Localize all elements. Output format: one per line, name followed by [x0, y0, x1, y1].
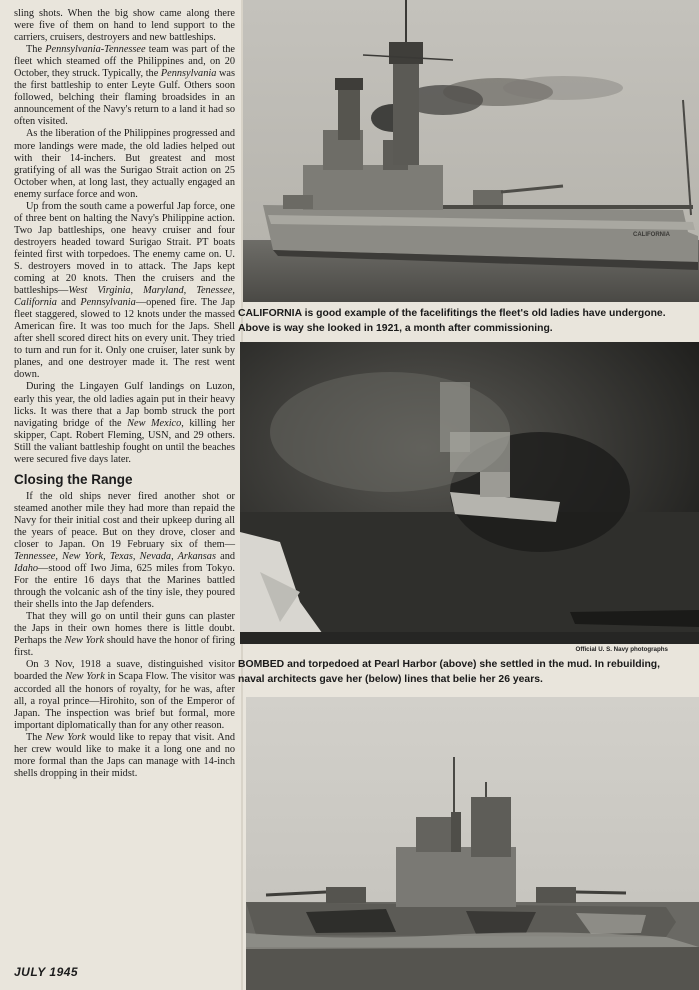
caption-california: CALIFORNIA is good example of the facelifitings the fleet's old ladies have undergone. Above is way she looked in 1921, a month after commissioning. [238, 308, 666, 334]
article-paragraph: As the liberation of the Philippines progressed and more landings were made, the old ladies helped out with their 14-inchers. But greatest and most gratifying of all was the Surigao Strait action on 25 October when, at long last, they actually engaged an enemy surface force and won. [14, 128, 235, 200]
article-paragraph: sling shots. When the big show came along there were five of them on hand to lend support to the carriers, cruisers, destroyers and new battleships. [14, 8, 235, 44]
article-paragraph: On 3 Nov, 1918 a suave, distinguished visitor boarded the New York in Scapa Flow. The visitor was accorded all the honors of royalty, for he was, after all, a royal prince—Hirohito, son of the Emperor of Japan. The inspection was brief but formal, more important diplomatically than for any other reason. [14, 659, 235, 731]
article-paragraph: If the old ships never fired another shot or steamed another mile they had more than repaid the Navy for their initial cost and their upkeep during all the years of peace. But on they drove, closer and closer to Japan. On 19 February six of them—Tennessee, New York, Texas, Nevada, Arkansas and Idaho—stood off Iwo Jima, 625 miles from Tokyo. For the entire 16 days that the Marines battled through the volcanic ash of the tiny isle, they poured their shells into the Jap defenders. [14, 490, 235, 611]
page-folio: JULY 1945 [14, 965, 79, 979]
article-paragraph: During the Lingayen Gulf landings on Luzon, early this year, the old ladies again put in their heavy licks. It was there that a Jap bomb struck the port navigating bridge of the New Mexico, killing her skipper, Capt. Robert Fleming, USN, and 29 others. Still the valiant battleship fought on until the beaches were secured five days later. [14, 381, 235, 465]
article-paragraph: The New York would like to repay that visit. And her crew would like to make it a long one and no more formal than the Japs can manage with 14-inch shells dropping in their midst. [14, 731, 235, 779]
article-paragraph: That they will go on until their guns can plaster the Japs in their own homes there is little doubt. Perhaps the New York should have the honor of firing first. [14, 611, 236, 659]
article-column [14, 8, 235, 983]
pearl-harbor-photo [240, 342, 699, 644]
california-1921-photo [243, 0, 699, 302]
article-paragraph: The Pennsylvania-Tennessee team was part of the fleet which steamed off the Philippines and, on 20 October, they struck. Typically, the Pennsylvania was the first battleship to enter Leyte Gulf. Others soon followed, belching their flaming broadsides in an announcement of the Navy's return to a land it had so often visited. [14, 44, 235, 128]
rebuilt-ship-photo [246, 697, 699, 990]
photo-credit: Official U. S. Navy photographs [575, 646, 668, 653]
article-paragraph: Up from the south came a powerful Jap force, one of three bent on halting the Navy's Philippine action. Two Jap battleships, one heavy cruiser and four destroyers headed toward Surigao Strait. PT boats feinted first with torpedoes. The enemy came on. U. S. destroyers moved in to attack. The Japs kept coming at 20 knots. Then the cruisers and the battleships—West Virginia, Maryland, Tenessee, California and Pennsylvania—opened fire. The Jap fleet staggered, slowed to 12 knots under the massed American fire. It was too much for the Japs. Shell after shell scored direct hits on every unit. They tried to turn and run for it. Only one cruiser, later sunk by planes, and one destroyer made it. The rest went down. [14, 200, 236, 381]
ship-name-plate: CALIFORNIA [633, 232, 670, 238]
caption-bombed: BOMBED and torpedoed at Pearl Harbor (above) she settled in the mud. In rebuilding, naval architects gave her (below) lines that belie her 26 years. [238, 659, 661, 685]
section-heading: Closing the Range [14, 471, 133, 487]
